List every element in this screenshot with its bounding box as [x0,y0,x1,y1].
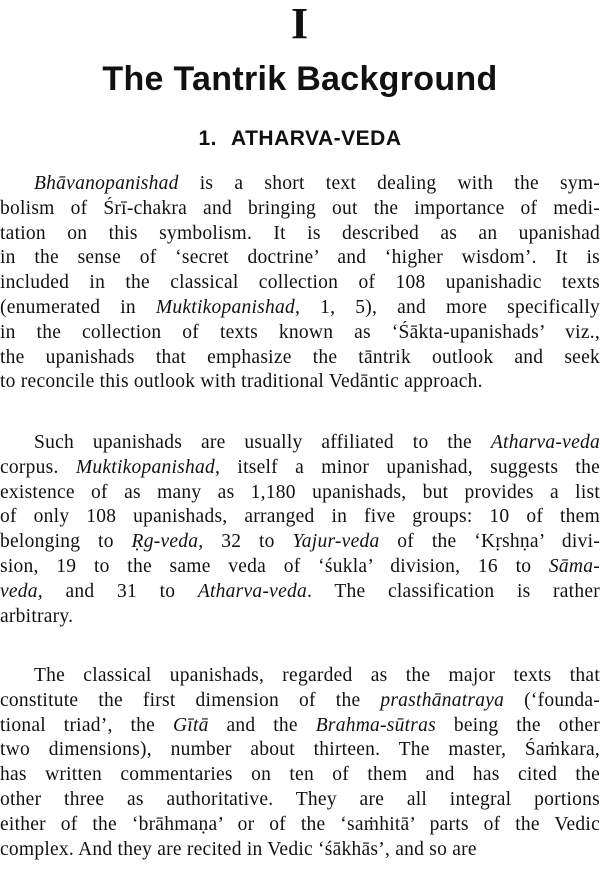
text-run: The classical upanishads, regarded as the major texts that [34,665,600,686]
text-line [0,505,600,530]
text-run: belonging to [0,531,132,553]
text-line [0,714,600,739]
text-line [0,763,600,788]
paragraph-2 [0,431,600,629]
text-run: bolism of Śrī-chakra and bringing out the importance of medi- [0,197,600,219]
text-run: Such upanishads are usually affiliated to the [34,432,491,453]
italic-text: Brahma-sūtras [315,714,436,736]
text-run: tation on this symbolism. It is described as an upanishad [0,222,600,244]
text-run: (‘founda- [504,689,600,711]
text-run: and the [208,714,316,736]
text-line [0,738,600,763]
text-line [0,555,600,580]
text-run: of the ‘Kṛshṇa’ divi- [379,531,600,553]
italic-text: Bhāvanopanishad [34,173,179,194]
text-line [0,605,600,630]
text-line [0,296,600,321]
text-line [0,246,600,271]
text-run: , 1, 5), and more specifically [295,296,600,318]
text-run: 32 to [203,531,293,553]
section-number: 1. [198,127,217,150]
text-run: of only 108 upanishads, arranged in five groups: 10 of them [0,506,600,528]
section-title: ATHARVA-VEDA [231,127,402,150]
text-line [0,271,600,296]
text-run: has written commentaries on ten of them and has cited the [0,764,600,786]
text-line [0,788,600,813]
italic-text: Muktikopanishad [75,456,216,478]
text-line [0,456,600,481]
text-line [0,370,600,395]
text-run: either of the ‘brāhmaṇa’ or of the ‘saṁhitā’ parts of the Vedic [0,813,600,835]
text-line [0,197,600,222]
text-run: sion, 19 to the same veda of ‘śukla’ division, 16 to [0,555,549,577]
text-line [0,813,600,838]
italic-text: Yajur-veda [292,531,380,553]
text-line [0,222,600,247]
text-run: two dimensions), number about thirteen. The master, Śaṁkara, [0,739,600,761]
text-run: and 31 to [42,580,198,602]
text-run: other three as authoritative. They are all integral portions [0,788,600,810]
italic-text: veda, [0,580,43,602]
italic-text: Muktikopanishad [155,296,296,318]
italic-text: prasthānatraya [380,689,505,711]
text-run: is a short text dealing with the sym- [178,173,600,194]
paragraph-1 [0,172,600,395]
italic-text: Ṛg-veda, [131,531,204,553]
text-line [0,481,600,506]
italic-text: Sāma- [548,555,600,577]
text-run: constitute the first dimension of the [0,689,381,711]
text-line [0,664,600,689]
text-run: being the other [435,714,600,736]
italic-text: Gītā [172,714,209,736]
text-run: in the collection of texts known as ‘Śākta-upanishads’ viz., [0,321,600,343]
text-run: existence of as many as 1,180 upanishads, but provides a list [0,481,600,503]
text-run: complex. And they are recited in Vedic ‘śākhās’, and so are [0,838,477,860]
text-line [0,321,600,346]
text-line [0,431,600,456]
italic-text: Atharva-veda [197,580,307,602]
paragraph-3 [0,664,600,862]
text-line [0,838,600,863]
text-run: (enumerated in [0,296,156,318]
text-line [0,530,600,555]
text-run: to reconcile this outlook with traditional Vedāntic approach. [0,371,483,393]
section-heading [0,125,600,153]
text-run: corpus. [0,456,76,478]
chapter-number: I [290,0,310,48]
text-run: , itself a minor upanishad, suggests the [215,456,600,478]
text-line [0,346,600,371]
text-line [0,172,600,197]
text-run: included in the classical collection of 108 upanishadic texts [0,272,600,294]
text-run: tional triad’, the [0,714,173,736]
chapter-title: The Tantrik Background [102,60,498,98]
text-run: the upanishads that emphasize the tāntrik outlook and seek [0,346,600,368]
text-run: arbitrary. [0,605,74,627]
text-run: . The classification is rather [306,580,600,602]
italic-text: Atharva-veda [490,432,600,453]
text-line [0,580,600,605]
text-run: in the sense of ‘secret doctrine’ and ‘higher wisdom’. It is [0,247,600,269]
text-line [0,689,600,714]
